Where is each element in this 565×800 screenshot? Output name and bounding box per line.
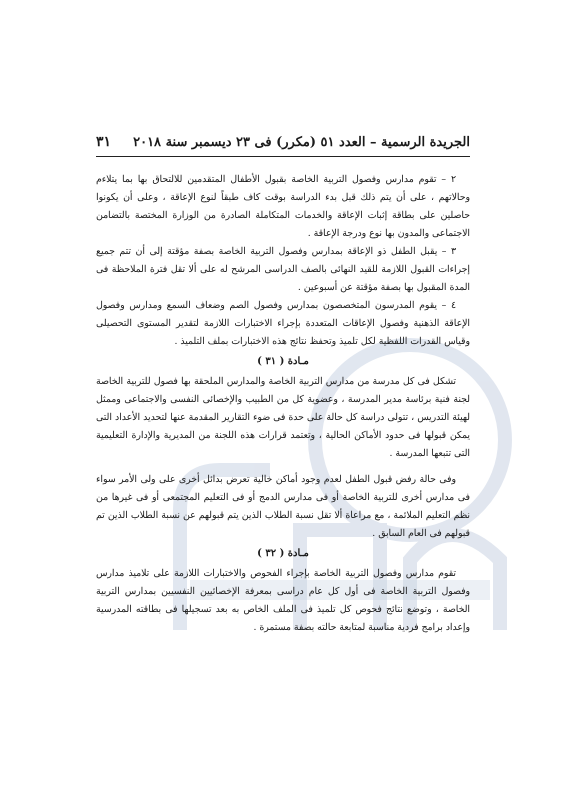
- paragraph-article-31-a: تشكل فى كل مدرسة من مدارس التربية الخاصة والمدارس الملحقة بها فصول للتربية الخاصة لجنة فنية برئاسة مدير المدرسة ، وعضوية كل من الطبيب والإخصائى النفسى والاجتماعى وممثل لهيئة التدريس ، تتولى دراسة كل حالة على حدة فى ضوء التقارير المقدمة عنها لتحديد الأعداد التى يمكن قبولها فى حدود الأماكن الحالية ، وتعتمد قرارات هذه اللجنة من المديرية والإدارة التعليمية التى تتبعها المدرسة .: [96, 376, 470, 459]
- article-32-heading: مـادة ( ٣٢ ): [257, 548, 309, 559]
- paragraph-article-32: تقوم مدارس وفصول التربية الخاصة بإجراء الفحوص والاختبارات اللازمة على تلاميذ مدارس وفصول التربية الخاصة فى أول كل عام دراسى بمعرفة الإخصائيين النفسيين بمدارس التربية الخاصة ، وتوضع نتائج فحوص كل تلميذ فى الملف الخاص به بعد تسجيلها فى بطاقته المدرسية وإعداد برامج فردية مناسبة لمتابعة حالته بصفة مستمرة .: [96, 568, 470, 633]
- document-page: [96, 134, 470, 637]
- paragraph-clause-3: ٣ – يقبل الطفل ذو الإعاقة بمدارس وفصول التربية الخاصة بصفة مؤقتة إلى أن تتم جميع إجراءات القبول اللازمة للقيد النهائى بالصف الدراسى المرشح له على ألا تقل فترة الملاحظة فى المدة المقبول بها بصفة مؤقتة عن أسبوعين .: [96, 246, 470, 293]
- paragraph-article-31-b: وفى حالة رفض قبول الطفل لعدم وجود أماكن خالية تعرض بدائل أخرى على ولى الأمر سواء فى مدارس أخرى للتربية الخاصة أو فى مدارس الدمج أو فى التعليم المجتمعى أو فى غيرها من نظم التعليم الملائمة ، مع مراعاة ألا تقل نسبة الطلاب الذين يتم قبولهم عن نسبة الطلاب الذين تم قبولهم فى العام السابق .: [96, 474, 470, 539]
- paragraph-clause-2: ٢ – تقوم مدارس وفصول التربية الخاصة بقبول الأطفال المتقدمين للالتحاق بها بما يتلاءم وحالاتهم ، على أن يتم ذلك قبل بدء الدراسة بوقت كاف طبقاً لنوع الإعاقة ، وعلى أن يكونوا حاصلين على بطاقة إثبات الإعاقة والخدمات المتكاملة الصادرة من الوزارة المختصة بالتضامن الاجتماعى والمدون بها نوع ودرجة الإعاقة .: [96, 174, 470, 239]
- article-31-heading: مـادة ( ٣١ ): [257, 356, 309, 367]
- page-number: ٣١: [96, 134, 112, 150]
- page-header: [96, 134, 470, 157]
- paragraph-clause-4: ٤ – يقوم المدرسون المتخصصون بمدارس وفصول الصم وضعاف السمع ومدارس وفصول الإعاقة الذهنية وفصول الإعاقات المتعددة بإجراء الاختبارات اللازمة لتقدير المستوى التحصيلى وقياس القدرات اللفظية لكل تلميذ وتحفظ نتائج هذه الاختبارات بملف التلميذ .: [96, 300, 470, 347]
- header-title: الجريدة الرسمية – العدد ٥١ (مكرر) فى ٢٣ ديسمبر سنة ٢٠١٨: [133, 135, 470, 150]
- paragraph-gap: [96, 463, 470, 471]
